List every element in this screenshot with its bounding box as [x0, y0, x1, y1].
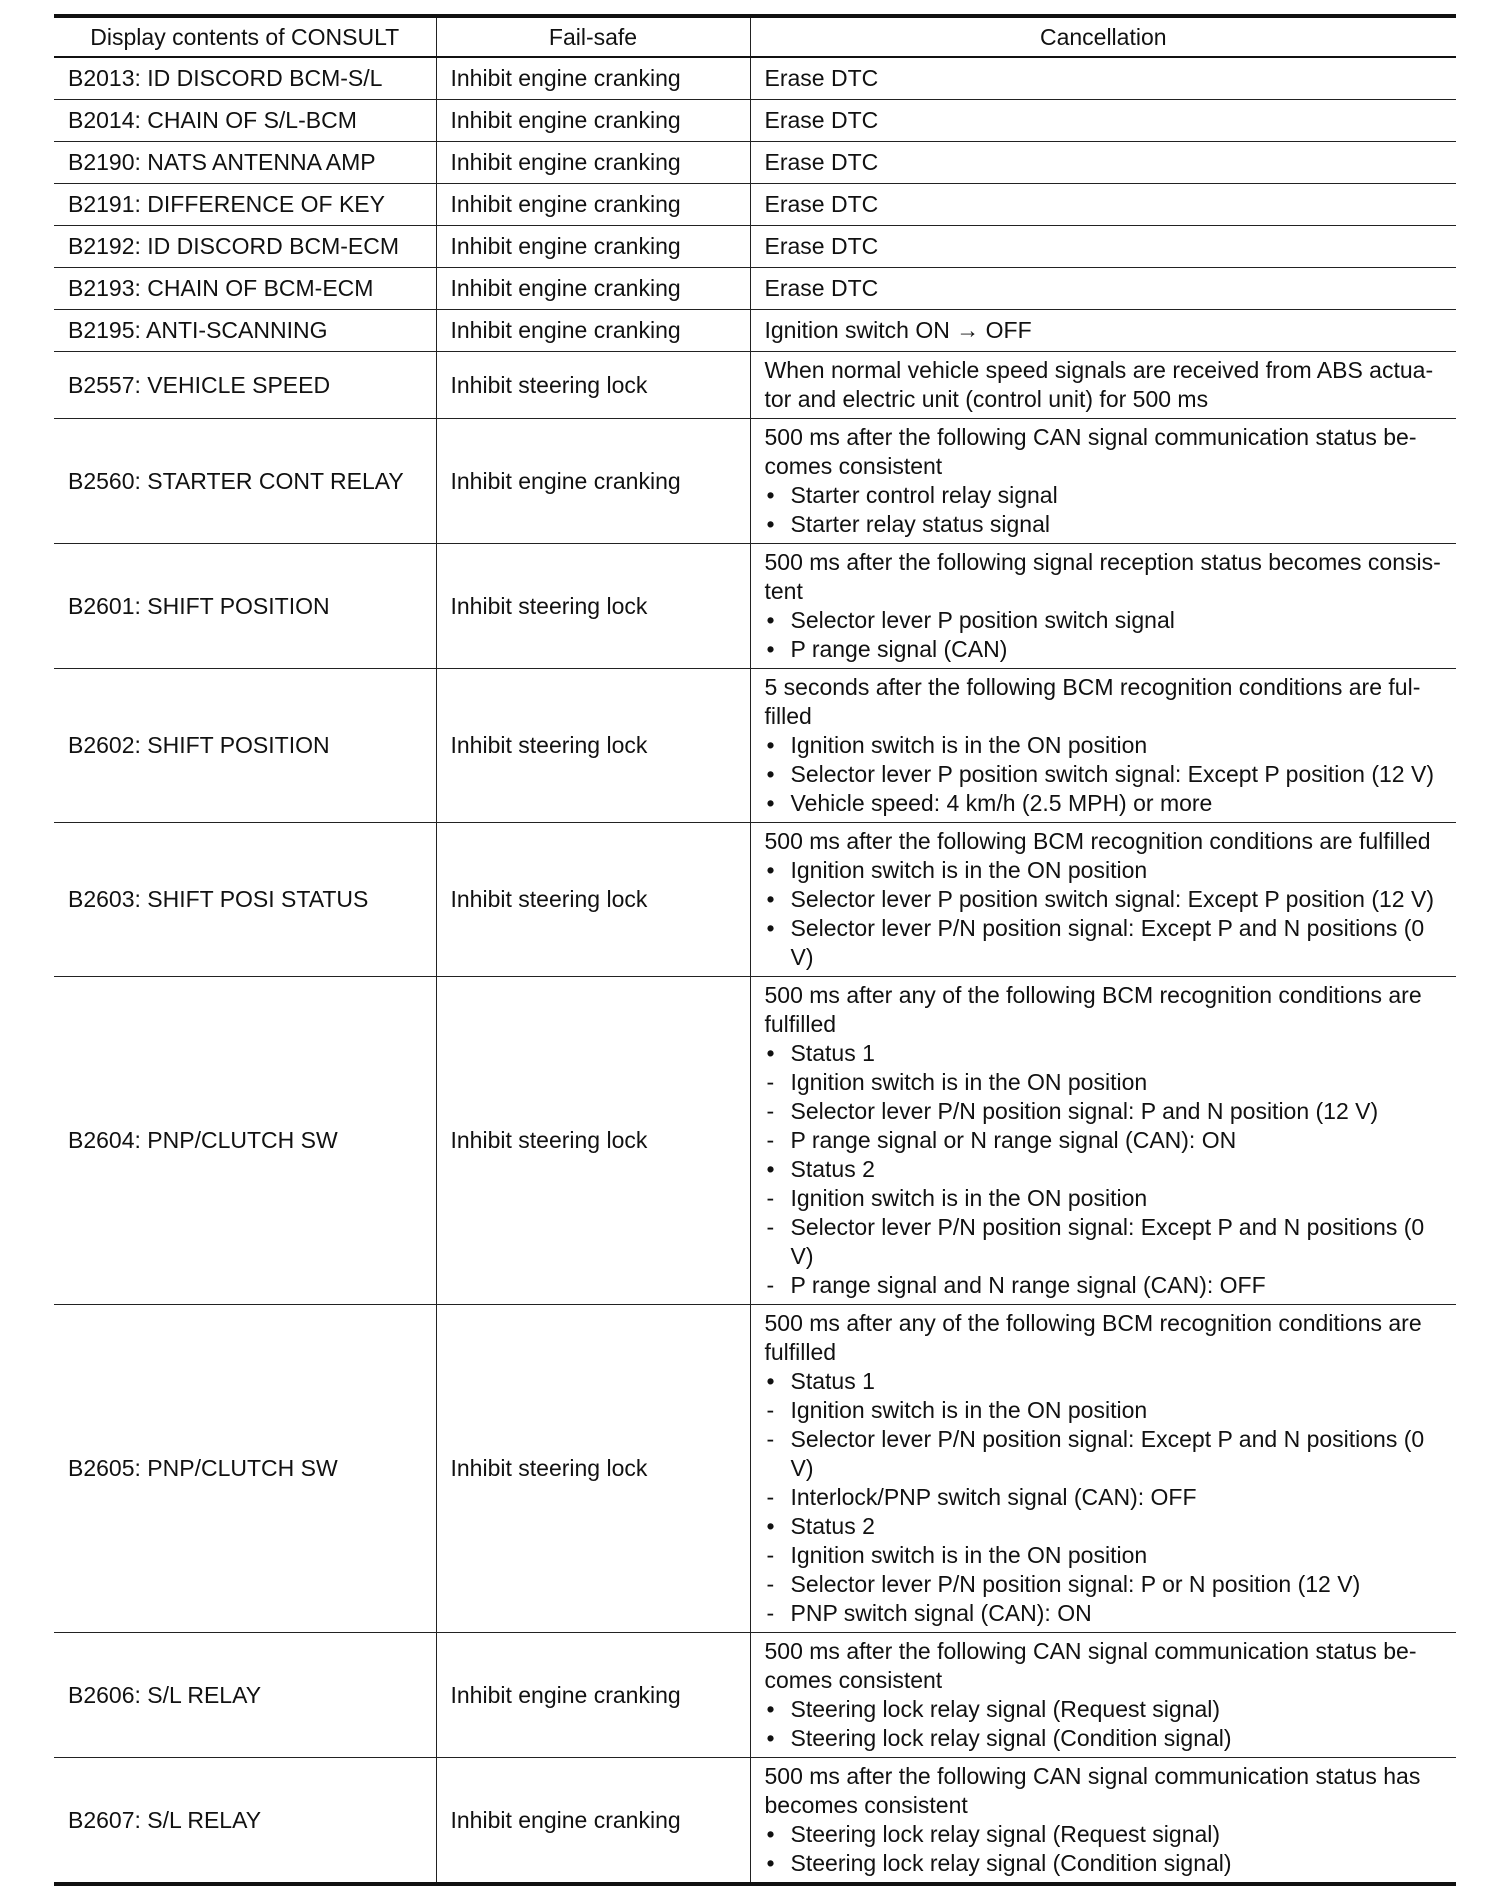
dtc-display-content: B2603: SHIFT POSI STATUS — [54, 823, 436, 977]
bullet-marker: • — [766, 1850, 775, 1876]
list-item-text: Vehicle speed: 4 km/h (2.5 MPH) or more — [790, 790, 1213, 816]
table-row — [54, 142, 1456, 184]
list-item-text: Status 1 — [790, 1368, 875, 1394]
cancellation-text-line: 500 ms after the following CAN signal communication status has — [764, 1763, 1421, 1789]
bullet-marker: • — [766, 857, 775, 883]
bullet-marker: • — [766, 636, 775, 662]
list-item-text: Ignition switch is in the ON position — [790, 1185, 1148, 1211]
fail-safe-action: Inhibit engine cranking — [436, 226, 750, 268]
cancellation-list-item — [765, 760, 1443, 789]
list-item-text: Selector lever P/N position signal: P and N position (12 V) — [790, 1098, 1379, 1124]
cancellation-text-line: Erase DTC — [764, 107, 879, 133]
cancellation-text-line: Ignition switch ON → OFF — [764, 317, 1032, 343]
bullet-marker: • — [766, 511, 775, 537]
list-item-text: Selector lever P position switch signal: Except P position (12 V) — [790, 761, 1434, 787]
dtc-display-content: B2606: S/L RELAY — [54, 1633, 436, 1758]
dtc-display-content: B2601: SHIFT POSITION — [54, 544, 436, 669]
dtc-display-content: B2607: S/L RELAY — [54, 1758, 436, 1885]
table-row — [54, 268, 1456, 310]
cancellation-condition — [750, 1305, 1456, 1633]
table-row — [54, 100, 1456, 142]
list-item-text: Selector lever P/N position signal: Except P and N positions (0 V) — [790, 1426, 1425, 1481]
list-item-text: P range signal (CAN) — [790, 636, 1008, 662]
cancellation-list-item — [765, 1039, 1443, 1068]
dash-marker: - — [766, 1069, 775, 1095]
dash-marker: - — [766, 1098, 775, 1124]
cancellation-text-line: Erase DTC — [764, 275, 879, 301]
cancellation-text-line: Erase DTC — [764, 65, 879, 91]
cancellation-list-item — [765, 1541, 1443, 1570]
cancellation-list-item — [765, 1097, 1443, 1126]
cancellation-text-line: filled — [764, 703, 812, 729]
cancellation-list-item — [765, 1724, 1443, 1753]
table-row — [54, 419, 1456, 544]
header-fail-safe: Fail-safe — [436, 16, 750, 57]
cancellation-list-item — [765, 606, 1443, 635]
fail-safe-table-container — [54, 14, 1456, 1886]
list-item-text: Ignition switch is in the ON position — [790, 732, 1148, 758]
cancellation-list-item — [765, 1396, 1443, 1425]
list-item-text: Starter control relay signal — [790, 482, 1058, 508]
table-row — [54, 823, 1456, 977]
list-item-text: P range signal or N range signal (CAN): ON — [790, 1127, 1237, 1153]
table-row — [54, 1633, 1456, 1758]
cancellation-text-line: tent — [764, 578, 803, 604]
list-item-text: Selector lever P position switch signal — [790, 607, 1175, 633]
cancellation-condition — [750, 352, 1456, 419]
cancellation-text-line: 500 ms after any of the following BCM recognition conditions are — [764, 982, 1422, 1008]
dash-marker: - — [766, 1397, 775, 1423]
cancellation-text-line: 500 ms after the following CAN signal communication status be- — [764, 424, 1417, 450]
cancellation-condition — [750, 184, 1456, 226]
cancellation-text-line: tor and electric unit (control unit) for 500 ms — [764, 386, 1209, 412]
cancellation-text-line: Erase DTC — [764, 149, 879, 175]
fail-safe-table — [54, 14, 1456, 1886]
fail-safe-action: Inhibit engine cranking — [436, 100, 750, 142]
dash-marker: - — [766, 1185, 775, 1211]
table-body — [54, 57, 1456, 1884]
cancellation-text-line: When normal vehicle speed signals are received from ABS actua- — [764, 357, 1434, 383]
table-row — [54, 57, 1456, 100]
dash-marker: - — [766, 1542, 775, 1568]
cancellation-condition — [750, 100, 1456, 142]
dash-marker: - — [766, 1127, 775, 1153]
cancellation-list-item — [765, 1849, 1443, 1878]
bullet-marker: • — [766, 886, 775, 912]
dtc-display-content: B2192: ID DISCORD BCM-ECM — [54, 226, 436, 268]
bullet-marker: • — [766, 1368, 775, 1394]
table-row — [54, 310, 1456, 352]
cancellation-list-item — [765, 1425, 1443, 1483]
cancellation-list-item — [765, 1695, 1443, 1724]
list-item-text: Ignition switch is in the ON position — [790, 857, 1148, 883]
cancellation-list-item — [765, 481, 1443, 510]
bullet-marker: • — [766, 1156, 775, 1182]
fail-safe-action: Inhibit steering lock — [436, 823, 750, 977]
table-row — [54, 977, 1456, 1305]
cancellation-text-line: 500 ms after the following signal reception status becomes consis- — [764, 549, 1441, 575]
fail-safe-action: Inhibit engine cranking — [436, 419, 750, 544]
list-item-text: Ignition switch is in the ON position — [790, 1069, 1148, 1095]
bullet-marker: • — [766, 761, 775, 787]
fail-safe-action: Inhibit steering lock — [436, 1305, 750, 1633]
cancellation-list-item — [765, 510, 1443, 539]
table-row — [54, 184, 1456, 226]
list-item-text: Ignition switch is in the ON position — [790, 1397, 1148, 1423]
cancellation-condition — [750, 1633, 1456, 1758]
list-item-text: Interlock/PNP switch signal (CAN): OFF — [790, 1484, 1197, 1510]
cancellation-list-item — [765, 1068, 1443, 1097]
list-item-text: Selector lever P/N position signal: Except P and N positions (0 V) — [790, 915, 1425, 970]
list-item-text: Steering lock relay signal (Request signal) — [790, 1696, 1221, 1722]
table-row — [54, 352, 1456, 419]
list-item-text: Ignition switch is in the ON position — [790, 1542, 1148, 1568]
cancellation-list-item — [765, 1483, 1443, 1512]
dtc-display-content: B2193: CHAIN OF BCM-ECM — [54, 268, 436, 310]
cancellation-list-item — [765, 1820, 1443, 1849]
list-item-text: Selector lever P/N position signal: Except P and N positions (0 V) — [790, 1214, 1425, 1269]
list-item-text: Status 2 — [790, 1156, 875, 1182]
fail-safe-action: Inhibit steering lock — [436, 669, 750, 823]
cancellation-list-item — [765, 914, 1443, 972]
cancellation-condition — [750, 1758, 1456, 1885]
list-item-text: P range signal and N range signal (CAN): OFF — [790, 1272, 1266, 1298]
header-display-contents: Display contents of CONSULT — [54, 16, 436, 57]
cancellation-text-line: Erase DTC — [764, 191, 879, 217]
cancellation-list-item — [765, 1599, 1443, 1628]
cancellation-text-line: 500 ms after any of the following BCM recognition conditions are — [764, 1310, 1422, 1336]
fail-safe-action: Inhibit engine cranking — [436, 1633, 750, 1758]
cancellation-list-item — [765, 1570, 1443, 1599]
dtc-display-content: B2190: NATS ANTENNA AMP — [54, 142, 436, 184]
bullet-marker: • — [766, 482, 775, 508]
cancellation-list-item — [765, 731, 1443, 760]
cancellation-text-line: comes consistent — [764, 1667, 943, 1693]
dash-marker: - — [766, 1571, 775, 1597]
fail-safe-action: Inhibit steering lock — [436, 352, 750, 419]
dtc-display-content: B2602: SHIFT POSITION — [54, 669, 436, 823]
table-row — [54, 544, 1456, 669]
cancellation-list-item — [765, 1126, 1443, 1155]
table-header-row — [54, 16, 1456, 57]
fail-safe-action: Inhibit steering lock — [436, 977, 750, 1305]
cancellation-condition — [750, 823, 1456, 977]
bullet-marker: • — [766, 1040, 775, 1066]
cancellation-text-line: fulfilled — [764, 1011, 837, 1037]
table-row — [54, 1758, 1456, 1885]
dash-marker: - — [766, 1214, 775, 1240]
cancellation-condition — [750, 419, 1456, 544]
fail-safe-action: Inhibit engine cranking — [436, 142, 750, 184]
table-row — [54, 1305, 1456, 1633]
cancellation-text-line: 500 ms after the following CAN signal communication status be- — [764, 1638, 1417, 1664]
list-item-text: Status 1 — [790, 1040, 875, 1066]
dtc-display-content: B2195: ANTI-SCANNING — [54, 310, 436, 352]
fail-safe-action: Inhibit steering lock — [436, 544, 750, 669]
bullet-marker: • — [766, 790, 775, 816]
bullet-marker: • — [766, 1513, 775, 1539]
cancellation-condition — [750, 669, 1456, 823]
fail-safe-action: Inhibit engine cranking — [436, 310, 750, 352]
cancellation-condition — [750, 226, 1456, 268]
cancellation-text-line: 5 seconds after the following BCM recognition conditions are ful- — [764, 674, 1421, 700]
dtc-display-content: B2191: DIFFERENCE OF KEY — [54, 184, 436, 226]
dash-marker: - — [766, 1272, 775, 1298]
table-row — [54, 669, 1456, 823]
cancellation-condition — [750, 544, 1456, 669]
cancellation-condition — [750, 142, 1456, 184]
dtc-display-content: B2560: STARTER CONT RELAY — [54, 419, 436, 544]
bullet-marker: • — [766, 1821, 775, 1847]
dtc-display-content: B2557: VEHICLE SPEED — [54, 352, 436, 419]
cancellation-text-line: comes consistent — [764, 453, 943, 479]
cancellation-list-item — [765, 1155, 1443, 1184]
cancellation-list-item — [765, 1271, 1443, 1300]
cancellation-list-item — [765, 789, 1443, 818]
cancellation-list-item — [765, 1512, 1443, 1541]
cancellation-condition — [750, 977, 1456, 1305]
fail-safe-action: Inhibit engine cranking — [436, 184, 750, 226]
list-item-text: Steering lock relay signal (Condition signal) — [790, 1850, 1232, 1876]
cancellation-text-line: Erase DTC — [764, 233, 879, 259]
list-item-text: Selector lever P/N position signal: P or N position (12 V) — [790, 1571, 1361, 1597]
fail-safe-action: Inhibit engine cranking — [436, 1758, 750, 1885]
cancellation-condition — [750, 57, 1456, 100]
cancellation-list-item — [765, 856, 1443, 885]
bullet-marker: • — [766, 607, 775, 633]
cancellation-list-item — [765, 1184, 1443, 1213]
fail-safe-action: Inhibit engine cranking — [436, 268, 750, 310]
cancellation-condition — [750, 268, 1456, 310]
bullet-marker: • — [766, 1725, 775, 1751]
table-row — [54, 226, 1456, 268]
cancellation-text-line: becomes consistent — [764, 1792, 968, 1818]
cancellation-condition — [750, 310, 1456, 352]
list-item-text: PNP switch signal (CAN): ON — [790, 1600, 1092, 1626]
cancellation-text-line: 500 ms after the following BCM recognition conditions are fulfilled — [764, 828, 1431, 854]
cancellation-list-item — [765, 1367, 1443, 1396]
list-item-text: Steering lock relay signal (Request signal) — [790, 1821, 1221, 1847]
dash-marker: - — [766, 1484, 775, 1510]
bullet-marker: • — [766, 915, 775, 941]
dash-marker: - — [766, 1600, 775, 1626]
cancellation-list-item — [765, 885, 1443, 914]
dtc-display-content: B2605: PNP/CLUTCH SW — [54, 1305, 436, 1633]
cancellation-list-item — [765, 635, 1443, 664]
list-item-text: Status 2 — [790, 1513, 875, 1539]
cancellation-text-line: fulfilled — [764, 1339, 837, 1365]
header-cancellation: Cancellation — [750, 16, 1456, 57]
dtc-display-content: B2013: ID DISCORD BCM-S/L — [54, 57, 436, 100]
bullet-marker: • — [766, 1696, 775, 1722]
list-item-text: Starter relay status signal — [790, 511, 1051, 537]
fail-safe-action: Inhibit engine cranking — [436, 57, 750, 100]
dtc-display-content: B2604: PNP/CLUTCH SW — [54, 977, 436, 1305]
bullet-marker: • — [766, 732, 775, 758]
cancellation-list-item — [765, 1213, 1443, 1271]
list-item-text: Selector lever P position switch signal: Except P position (12 V) — [790, 886, 1434, 912]
list-item-text: Steering lock relay signal (Condition signal) — [790, 1725, 1232, 1751]
dash-marker: - — [766, 1426, 775, 1452]
dtc-display-content: B2014: CHAIN OF S/L-BCM — [54, 100, 436, 142]
